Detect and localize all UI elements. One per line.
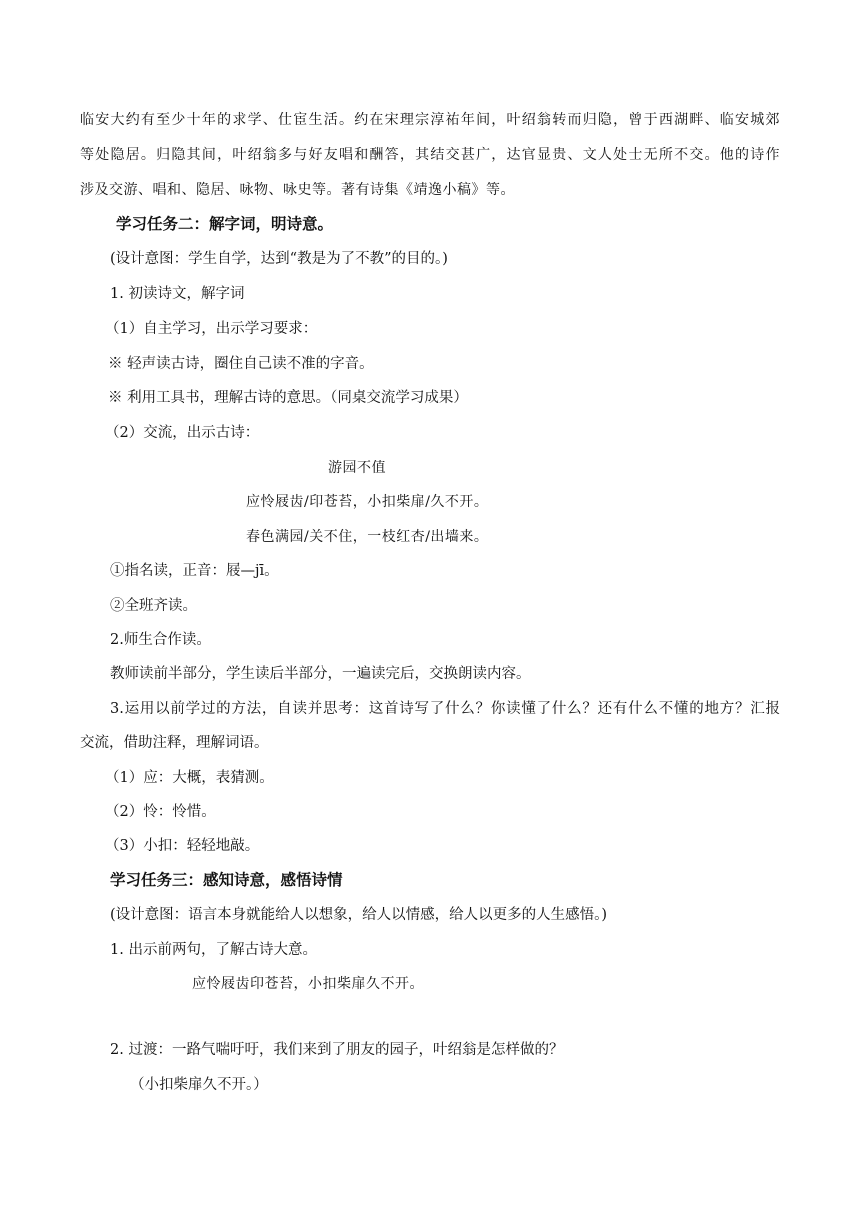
task3-intent: (设计意图：语言本身就能给人以想象，给人以情感，给人以更多的人生感悟。) [110, 907, 608, 923]
task3-heading: 学习任务三：感知诗意，感悟诗情 [110, 870, 343, 889]
task2-step-1: 1. 初读诗文，解字词 [110, 286, 245, 302]
task2-requirement-1: ※ 轻声读古诗，圈住自己读不准的字音。 [108, 356, 374, 372]
poem-line-2: 春色满园/关不住，一枝红杏/出墙来。 [246, 529, 489, 545]
word-note-3: （3）小扣：轻轻地敲。 [105, 838, 260, 854]
task2-step-2-desc: 教师读前半部分，学生读后半部分，一遍读完后，交换朗读内容。 [110, 666, 531, 682]
task3-step-2: 2. 过渡：一路气喘吁吁，我们来到了朋友的园子，叶绍翁是怎样做的？ [110, 1042, 564, 1058]
task2-step-3-line-2: 交流，借助注释，理解词语。 [80, 735, 269, 751]
word-note-1: （1）应：大概，表猜测。 [105, 770, 274, 786]
task3-poem-line: 应怜屐齿印苍苔，小扣柴扉久不开。 [192, 976, 424, 992]
read-item-1: ①指名读，正音：屐—jī。 [110, 563, 279, 579]
task2-heading: 学习任务二：解字词，明诗意。 [116, 214, 334, 233]
task2-step-3-line-1: 3.运用以前学过的方法，自读并思考：这首诗写了什么？你读懂了什么？还有什么不懂的地方？汇报 [110, 701, 780, 717]
read-item-2: ②全班齐读。 [110, 598, 197, 614]
task2-sub-1: （1）自主学习，出示学习要求： [105, 321, 318, 337]
task3-step-1: 1. 出示前两句，了解古诗大意。 [110, 942, 317, 958]
poem-line-1: 应怜屐齿/印苍苔，小扣柴扉/久不开。 [246, 494, 489, 510]
intro-line-3: 涉及交游、唱和、隐居、咏物、咏史等。著有诗集《靖逸小稿》等。 [80, 182, 515, 198]
word-note-2: （2）怜：怜惜。 [105, 804, 216, 820]
intro-line-2: 等处隐居。归隐其间，叶绍翁多与好友唱和酬答，其结交甚广，达官显贵、文人处士无所不交。他的诗作 [80, 147, 780, 163]
poem-title: 游园不值 [328, 460, 386, 476]
task3-answer: （小扣柴扉久不开。） [130, 1077, 268, 1093]
task2-step-2: 2.师生合作读。 [110, 632, 211, 648]
task2-sub-2: （2）交流，出示古诗： [105, 425, 260, 441]
task2-intent: (设计意图：学生自学，达到“教是为了不教”的目的。) [110, 251, 448, 267]
intro-line-1: 临安大约有至少十年的求学、仕宦生活。约在宋理宗淳祐年间，叶绍翁转而归隐，曾于西湖畔、临安城郊 [80, 112, 780, 128]
task2-requirement-2: ※ 利用工具书，理解古诗的意思。（同桌交流学习成果） [108, 390, 468, 406]
